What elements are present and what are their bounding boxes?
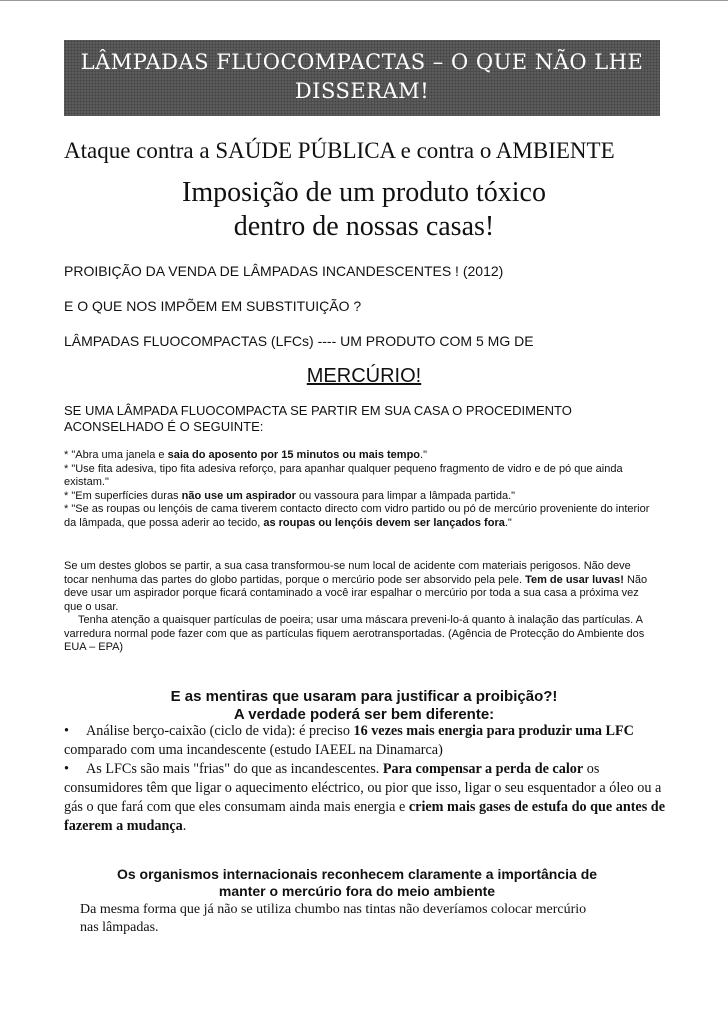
- procedure-intro: [64, 403, 624, 435]
- procedure-bullets: [64, 449, 654, 530]
- closing-text: Da mesma forma que já não se utiliza chumbo nas tintas não deveríamos colocar mercúrio nas lâmpadas.: [80, 902, 587, 935]
- procedure-bullet-3: * "Em superfícies duras não use um aspirador ou vassoura para limpar a lâmpada partida.": [64, 489, 516, 502]
- imposicao-heading: [0, 176, 728, 244]
- statement-mercurio: MERCÚRIO!: [306, 365, 422, 387]
- warning-paragraph-2: Tenha atenção a quaisquer partículas de poeira; usar uma máscara preveni-lo-á quanto à inalação das partículas. A varredura normal pode fazer com que as partículas fiquem aerotransportadas. (Agência de Protecção do Ambiente dos EUA – EPA): [64, 614, 645, 653]
- mentiras-heading: [0, 688, 728, 724]
- imposicao-line2: dentro de nossas casas!: [233, 211, 495, 242]
- procedure-intro-line2: ACONSELHADO É O SEGUINTE:: [64, 419, 264, 434]
- analise-item-1: • Análise berço-caixão (ciclo de vida): é preciso 16 vezes mais energia para produzir uma LFC comparado com uma incandescente (estudo IAEEL na Dinamarca): [64, 723, 634, 758]
- mentiras-line1: E as mentiras que usaram para justificar a proibição?!: [170, 688, 558, 705]
- mentiras-line2: A verdade poderá ser bem diferente:: [233, 706, 495, 723]
- statement-substituicao: E O QUE NOS IMPÕEM EM SUBSTITUIÇÃO ?: [64, 298, 362, 314]
- statement-lfcs: LÂMPADAS FLUOCOMPACTAS (LFCs) ---- UM PRODUTO COM 5 MG DE: [64, 333, 534, 349]
- warning-paragraph-1: Se um destes globos se partir, a sua casa transformou-se num local de acidente com materiais perigosos. Não deve tocar nenhuma das partes do globo partidas, porque o mercúrio pode ser absorvido pela pele. Tem de usar luvas! Não deve usar um aspirador porque ficará contaminado a você irar espalhar o mercúrio por toda a sua casa a próxima vez que o usar.: [64, 560, 648, 613]
- procedure-bullet-1: * "Abra uma janela e saia do aposento por 15 minutos ou mais tempo.": [64, 449, 427, 461]
- bullet-dot: •: [64, 723, 69, 739]
- analise-item-2: • As LFCs são mais "frias" do que as incandescentes. Para compensar a perda de calor os consumidores têm que ligar o aquecimento eléctrico, ou pior que isso, ligar o seu esquentador a óleo ou a gás o que fará com que eles consumam ainda mais energia e criem mais gases de estufa do que antes de fazerem a mudança.: [64, 761, 665, 834]
- procedure-bullet-2: * "Use fita adesiva, tipo fita adesiva reforço, para apanhar qualquer pequeno fragmento de vidro e de pó que ainda existam.": [64, 462, 623, 488]
- organismos-heading: [64, 866, 650, 900]
- banner-title-line1: LÂMPADAS FLUOCOMPACTAS – O QUE NÃO LHE: [80, 50, 644, 74]
- organismos-line2: manter o mercúrio fora do meio ambiente: [218, 883, 496, 899]
- title-banner: [64, 40, 660, 116]
- imposicao-line1: Imposição de um produto tóxico: [182, 177, 546, 208]
- bullet-dot: •: [64, 761, 69, 777]
- organismos-line1: Os organismos internacionais reconhecem claramente a importância de: [116, 866, 598, 882]
- statement-proibicao: PROIBIÇÃO DA VENDA DE LÂMPADAS INCANDESCENTES ! (2012): [64, 263, 504, 279]
- procedure-bullet-4: * "Se as roupas ou lençóis de cama tiverem contacto directo com vidro partido ou pó de mercúrio proveniente do interior da lâmpada, que possa aderir ao tecido, as roupas ou lençóis devem ser lançados fora.": [64, 503, 650, 529]
- warning-text: [64, 560, 654, 655]
- analise-list: [64, 722, 674, 836]
- banner-title-line2: DISSERAM!: [294, 79, 430, 103]
- subtitle: Ataque contra a SAÚDE PÚBLICA e contra o AMBIENTE: [64, 138, 615, 163]
- scan-top-edge: [0, 0, 728, 1]
- procedure-intro-line1: SE UMA LÂMPADA FLUOCOMPACTA SE PARTIR EM SUA CASA O PROCEDIMENTO: [64, 403, 572, 418]
